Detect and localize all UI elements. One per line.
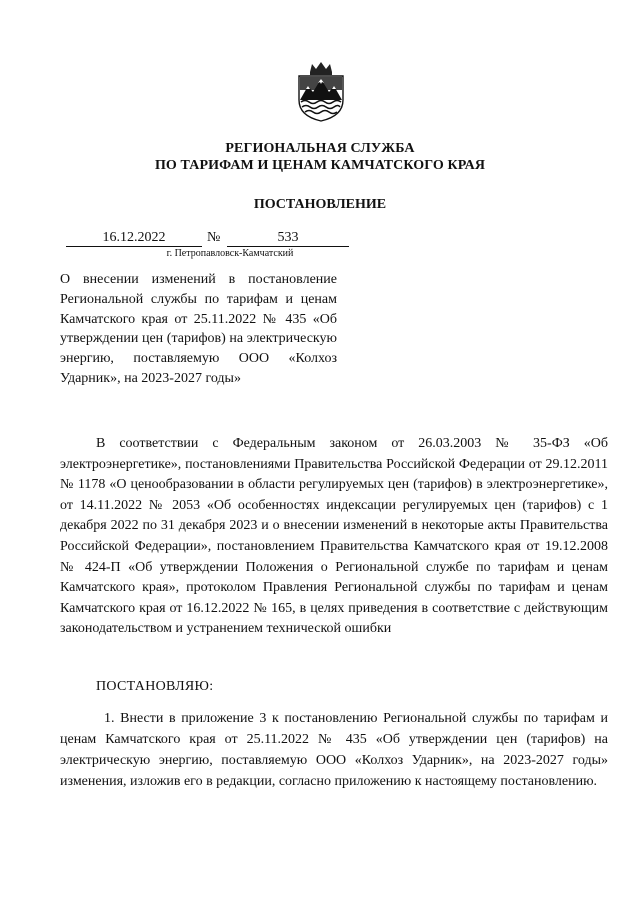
document-date: 16.12.2022 <box>66 229 202 247</box>
preamble-paragraph: В соответствии с Федеральным законом от 26.03.2003 № 35-ФЗ «Об электроэнергетике», постановлениями Правительства Российской Федерации от 29.12.2011 № 1178 «О ценообразовании в области регулируемых цен (тарифов) в электроэнергетике», от 14.11.2022 № 2053 «Об особенностях индексации регулируемых цен (тарифов) с 1 декабря 2022 по 31 декабря 2023 и о внесении изменений в некоторые акты Правительства Российской Федерации», постановлением Правительства Камчатского края от 19.12.2008 № 424-П «Об утверждении Положения о Региональной службе по тарифам и ценам Камчатского края», протоколом Правления Региональной службы по тарифам и ценам Камчатского края от 16.12.2022 № 165, в целях приведения в соответствие с действующим законодательством и устранением технической ошибки <box>60 436 608 637</box>
organization-name-line2: ПО ТАРИФАМ И ЦЕНАМ КАМЧАТСКОГО КРАЯ <box>154 158 486 173</box>
organization-name-line1: РЕГИОНАЛЬНАЯ СЛУЖБА <box>225 141 415 156</box>
document-number: 533 <box>227 229 349 247</box>
coat-of-arms-icon <box>296 60 346 122</box>
document-type: ПОСТАНОВЛЕНИЕ <box>253 197 387 212</box>
item-1-paragraph: 1. Внести в приложение 3 к постановлению Региональной службы по тарифам и ценам Камчатского края от 25.11.2022 № 435 «Об утверждении цен (тарифов) на электрическую энергию, поставляемую ООО «Колхоз Ударник», на 2023-2027 годы» изменения, изложив его в редакции, согласно приложению к настоящему постановлению. <box>60 711 608 789</box>
document-title: О внесении изменений в постановление Региональной службы по тарифам и ценам Камчатского края от 25.11.2022 № 435 «Об утверждении цен (тарифов) на электрическую энергию, поставляемую ООО «Колхоз Ударник», на 2023-2027 годы» <box>60 272 337 386</box>
number-sign: № <box>207 230 221 245</box>
resolve-heading: ПОСТАНОВЛЯЮ: <box>96 679 214 694</box>
document-city: г. Петропавловск-Камчатский <box>166 248 294 259</box>
